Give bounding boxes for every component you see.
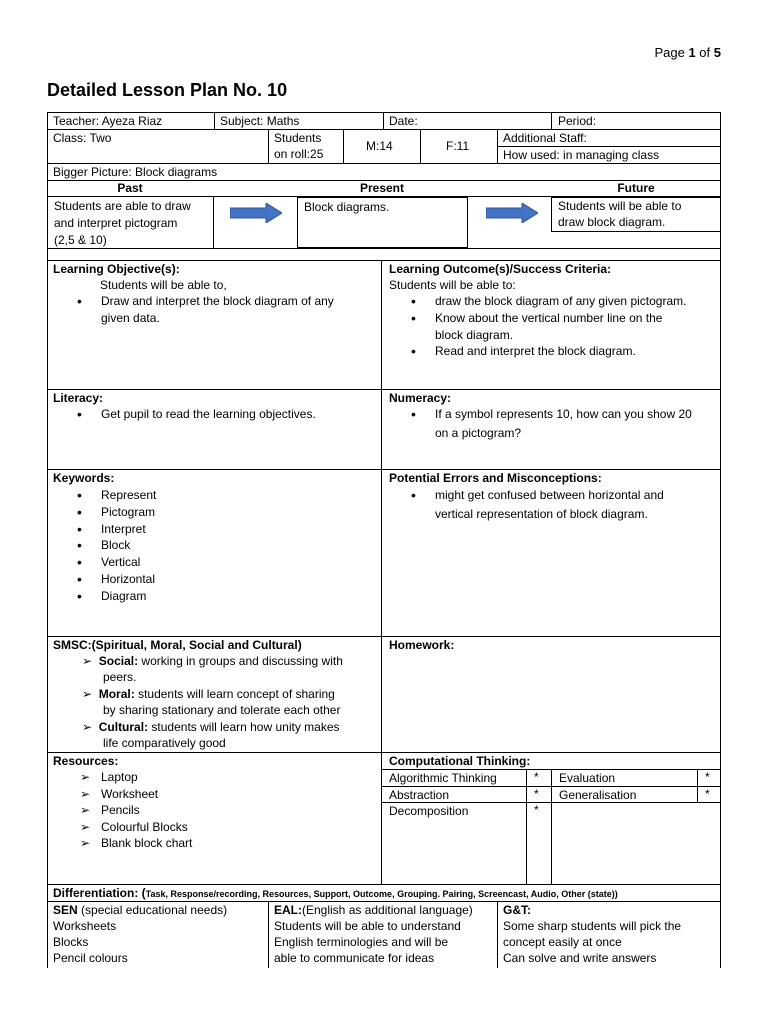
numeracy-list — [389, 406, 719, 423]
eal-heading: EAL:(English as additional language) — [274, 903, 473, 917]
list-item: • Horizontal — [55, 571, 355, 588]
smsc-heading: SMSC:(Spiritual, Moral, Social and Cultural) — [53, 638, 302, 652]
ct-mark: * — [534, 787, 539, 801]
rule-v — [268, 129, 269, 163]
rule-h — [47, 129, 721, 130]
list-item: • If a symbol represents 10, how can you show 20 — [389, 406, 719, 423]
outcomes-list — [389, 293, 719, 327]
computational-heading: Computational Thinking: — [389, 754, 531, 768]
outcomes-heading: Learning Outcome(s)/Success Criteria: — [389, 262, 612, 276]
past-text: and interpret pictogram — [54, 216, 178, 230]
smsc-social: ➢ Social: working in groups and discussing with — [82, 654, 343, 668]
period-field: Period: — [558, 114, 597, 128]
resources-list — [55, 769, 355, 852]
list-item: • Draw and interpret the block diagram of any — [55, 293, 375, 310]
rule-v — [497, 129, 498, 163]
sen-item: Pencil colours — [53, 951, 128, 965]
gt-line: Some sharp students will pick the — [503, 919, 682, 933]
past-box — [47, 196, 214, 249]
list-item: • Know about the vertical number line on the — [389, 310, 719, 327]
outcomes-cont: block diagram. — [435, 328, 514, 342]
bigger-picture: Bigger Picture: Block diagrams — [53, 165, 218, 179]
present-box — [297, 197, 468, 248]
rule-v — [551, 769, 552, 884]
rule-v — [343, 129, 344, 163]
rule-v — [420, 129, 421, 163]
list-item: • might get confused between horizontal and — [389, 487, 719, 504]
female-count: F:11 — [446, 139, 470, 153]
list-item: • Read and interpret the block diagram. — [389, 343, 719, 360]
ct-abstraction: Abstraction — [389, 788, 450, 802]
smsc-moral-cont: by sharing stationary and tolerate each other — [103, 703, 341, 717]
smsc-social-cont: peers. — [103, 670, 137, 684]
past-heading: Past — [117, 181, 143, 195]
students-on-roll: on roll:25 — [274, 147, 324, 161]
homework-heading: Homework: — [389, 638, 455, 652]
sen-heading: SEN (special educational needs) — [53, 903, 228, 917]
rule-v — [214, 112, 215, 129]
rule-v — [697, 769, 698, 802]
gt-line: Can solve and write answers — [503, 951, 657, 965]
list-item: ➢ Worksheet — [55, 786, 355, 803]
smsc-cultural-cont: life comparatively good — [103, 736, 226, 750]
ct-decomposition: Decomposition — [389, 804, 469, 818]
past-text: (2,5 & 10) — [54, 233, 107, 247]
future-text: draw block diagram. — [558, 215, 666, 229]
eal-line: able to communicate for ideas — [274, 951, 435, 965]
list-item: • Represent — [55, 487, 355, 504]
eal-line: Students will be able to understand — [274, 919, 461, 933]
future-box — [551, 197, 721, 232]
ct-mark: * — [705, 787, 710, 801]
list-item: ➢ Pencils — [55, 802, 355, 819]
ct-mark: * — [705, 770, 710, 784]
ct-algorithmic: Algorithmic Thinking — [389, 771, 497, 785]
rule-h — [47, 389, 721, 390]
sen-item: Worksheets — [53, 919, 117, 933]
gt-line: concept easily at once — [503, 935, 622, 949]
smsc-cultural: ➢ Cultural: students will learn how unity makes — [82, 720, 340, 734]
objectives-intro: Students will be able to, — [100, 278, 227, 292]
objectives-cont: given data. — [101, 311, 160, 325]
differentiation-heading: Differentiation: (Task, Response/recording, Resources, Support, Outcome, Grouping. Pairing, Screencast, Audio, Other (state)) — [53, 886, 618, 900]
errors-heading: Potential Errors and Misconceptions: — [389, 471, 602, 485]
rule-v — [268, 901, 269, 968]
outcomes-intro: Students will be able to: — [389, 278, 516, 292]
list-item: • Get pupil to read the learning objectives. — [55, 406, 375, 423]
rule-v — [381, 260, 382, 884]
students-label: Students — [274, 131, 322, 145]
errors-cont: vertical representation of block diagram. — [435, 507, 648, 521]
arrow-right-icon — [230, 203, 282, 223]
rule-v — [720, 112, 721, 968]
present-heading: Present — [359, 181, 405, 195]
future-text: Students will be able to — [558, 199, 682, 213]
rule-v — [383, 112, 384, 129]
teacher-label: Teacher: Ayeza Riaz — [53, 114, 163, 128]
male-count: M:14 — [366, 139, 393, 153]
list-item: ➢ Blank block chart — [55, 835, 355, 852]
list-item: • Pictogram — [55, 504, 355, 521]
objectives-heading: Learning Objective(s): — [53, 262, 180, 276]
errors-list — [389, 487, 719, 504]
rule-h — [47, 469, 721, 470]
ct-generalisation: Generalisation — [559, 788, 637, 802]
page-title: Detailed Lesson Plan No. 10 — [47, 80, 288, 100]
rule-v — [551, 112, 552, 129]
eal-line: English terminologies and will be — [274, 935, 449, 949]
keywords-heading: Keywords: — [53, 471, 115, 485]
list-item: • draw the block diagram of any given pictogram. — [389, 293, 719, 310]
numeracy-heading: Numeracy: — [389, 391, 452, 405]
literacy-heading: Literacy: — [53, 391, 104, 405]
ct-evaluation: Evaluation — [559, 771, 616, 785]
subject-label: Subject: Maths — [220, 114, 300, 128]
past-text: Students are able to draw — [54, 199, 191, 213]
list-item: ➢ Laptop — [55, 769, 355, 786]
objectives-list — [55, 293, 375, 310]
list-item: • Vertical — [55, 554, 355, 571]
class-label: Class: Two — [53, 131, 112, 145]
present-text: Block diagrams. — [304, 200, 390, 214]
list-item: • Interpret — [55, 521, 355, 538]
resources-heading: Resources: — [53, 754, 119, 768]
literacy-list — [55, 406, 375, 423]
page-number: Page 1 of 5 — [654, 45, 721, 60]
arrow-right-icon — [486, 203, 538, 223]
additional-staff: Additional Staff: — [503, 131, 587, 145]
smsc-moral: ➢ Moral: students will learn concept of sharing — [82, 687, 335, 701]
ct-mark: * — [534, 803, 539, 817]
gt-heading: G&T: — [503, 903, 531, 917]
rule-h — [47, 752, 721, 753]
keywords-list — [55, 487, 355, 605]
outcomes-list-2 — [389, 343, 719, 360]
list-item: • Block — [55, 537, 355, 554]
rule-v — [526, 769, 527, 884]
numeracy-cont: on a pictogram? — [435, 426, 522, 440]
how-used: How used: in managing class — [503, 148, 660, 162]
date-field: Date: — [389, 114, 418, 128]
future-heading: Future — [617, 181, 655, 195]
list-item: ➢ Colourful Blocks — [55, 819, 355, 836]
ct-mark: * — [534, 770, 539, 784]
sen-item: Blocks — [53, 935, 89, 949]
rule-v — [497, 901, 498, 968]
list-item: • Diagram — [55, 588, 355, 605]
